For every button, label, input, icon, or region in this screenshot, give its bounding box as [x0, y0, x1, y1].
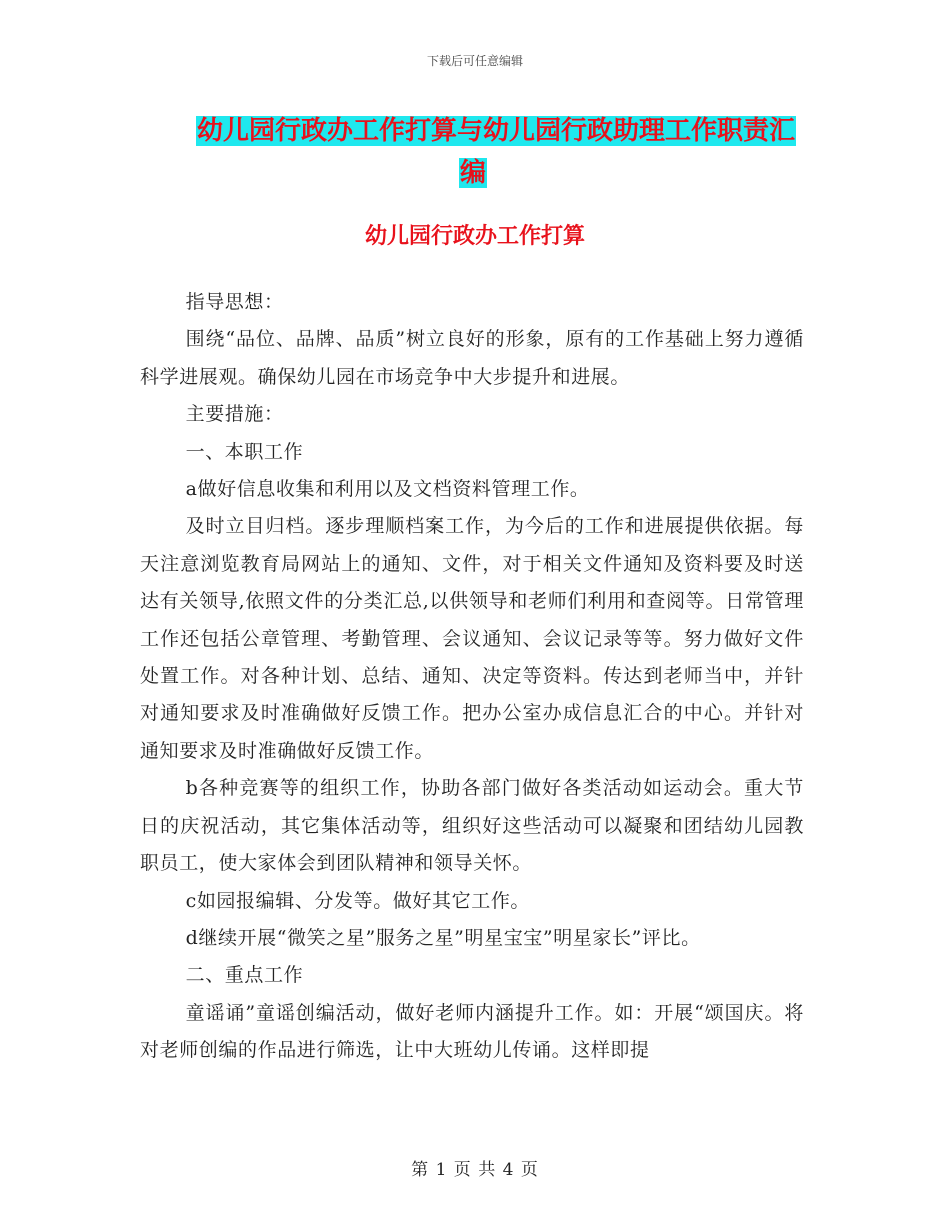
- paragraph: 二、重点工作: [185, 964, 304, 987]
- paragraph: 童谣诵”童谣创编活动，做好老师内涵提升工作。如：开展“颂国庆。将对老师创编的作品进行筛选，让中大班幼儿传诵。这样即提: [140, 1001, 804, 1062]
- document-body: [140, 284, 804, 1070]
- paragraph: 及时立目归档。逐步理顺档案工作，为今后的工作和进展提供依据。每天注意浏览教育局网站上的通知、文件，对于相关文件通知及资料要及时送达有关领导,依照文件的分类汇总,以供领导和老师们利用和查阅等。日常管理工作还包括公章管理、考勤管理、会议通知、会议记录等等。努力做好文件处置工作。对各种计划、总结、通知、决定等资料。传达到老师当中，并针对通知要求及时准确做好反馈工作。把办公室办成信息汇合的中心。并针对通知要求及时准确做好反馈工作。: [140, 515, 804, 762]
- document-title-line-2: [459, 152, 499, 195]
- paragraph: 一、本职工作: [185, 440, 304, 463]
- paragraph: d继续开展“微笑之星”服务之星”明星宝宝”明星家长”评比。: [185, 926, 701, 949]
- paragraph: 围绕“品位、品牌、品质”树立良好的形象，原有的工作基础上努力遵循科学进展观。确保幼儿园在市场竞争中大步提升和进展。: [140, 328, 804, 388]
- page-header-note: 下载后可任意编辑: [426, 54, 523, 68]
- document-title-line-1: [196, 110, 806, 153]
- section-subtitle: 幼儿园行政办工作打算: [364, 223, 585, 249]
- page-number-footer: 第 1 页 共 4 页: [411, 1160, 539, 1180]
- title-highlight-1: 幼儿园行政办工作打算与幼儿园行政助理工作职责汇: [197, 116, 796, 146]
- title-highlight-2: 编: [460, 158, 487, 188]
- paragraph: a做好信息收集和利用以及文档资料管理工作。: [185, 478, 590, 501]
- paragraph: b各种竞赛等的组织工作，协助各部门做好各类活动如运动会。重大节日的庆祝活动，其它集体活动等，组织好这些活动可以凝聚和团结幼儿园教职员工，使大家体会到团队精神和领导关怀。: [140, 777, 804, 875]
- paragraph: c如园报编辑、分发等。做好其它工作。: [185, 889, 531, 912]
- paragraph: 主要措施：: [185, 403, 284, 426]
- paragraph: 指导思想：: [185, 291, 284, 313]
